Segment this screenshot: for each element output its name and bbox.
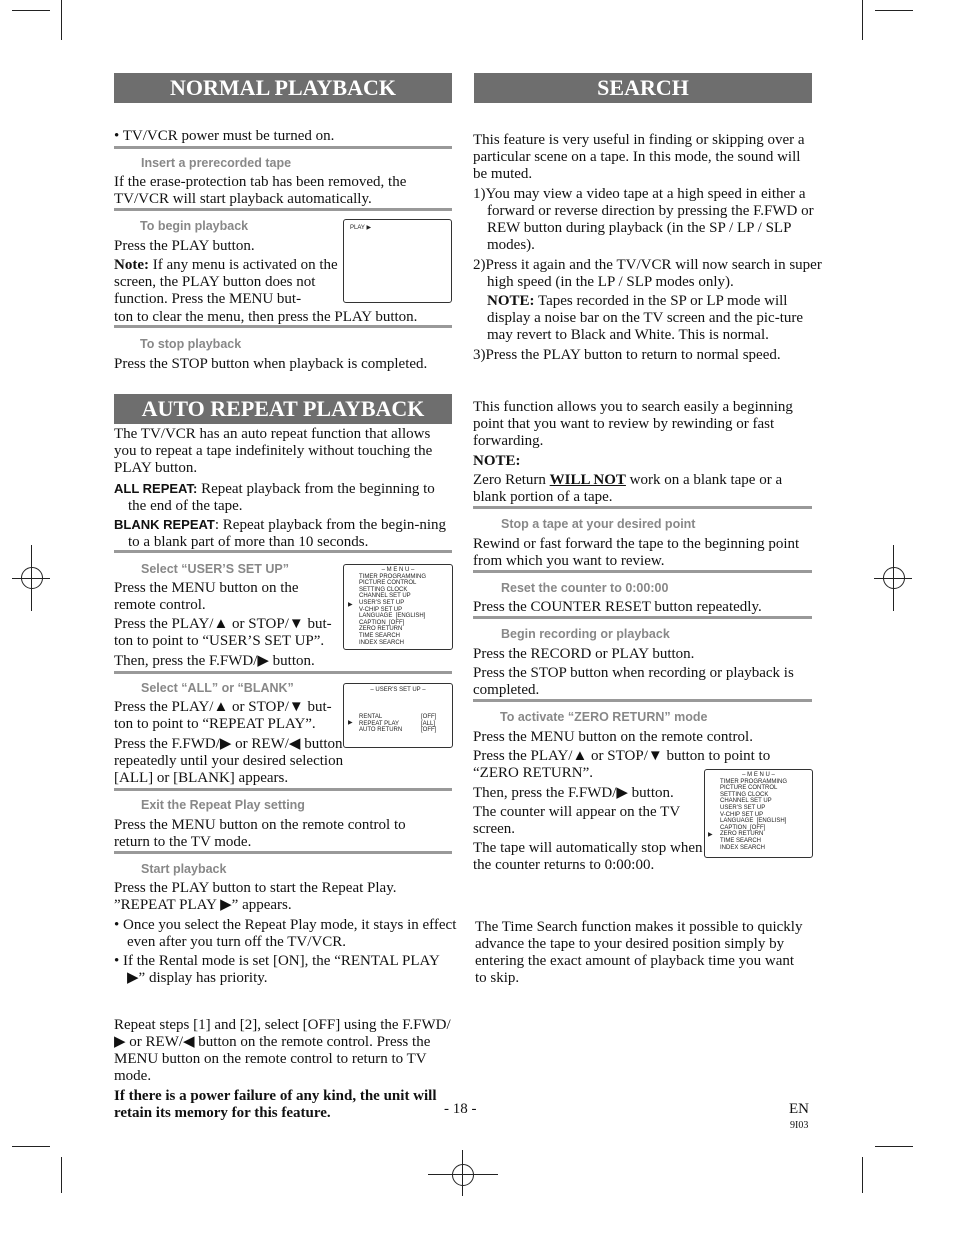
users-setup-values: [421, 714, 436, 734]
menu-title: – M E N U –: [742, 772, 775, 778]
users-setup-item: RENTAL: [359, 714, 383, 720]
menu-item: TIME SEARCH: [359, 632, 401, 639]
section-divider: [114, 550, 452, 553]
users-setup-value: [OFF]: [421, 727, 437, 734]
step-heading: Start playback: [141, 862, 227, 876]
menu-item: INDEX SEARCH: [359, 639, 405, 646]
crop-mark: [61, 1157, 62, 1193]
menu-item: SETTING CLOCK: [359, 586, 408, 593]
bullet-item: • Once you select the Repeat Play mode, it stays in effect even after you turn off the TV/VCR.: [114, 917, 457, 950]
normal-playback-title: NORMAL PLAYBACK: [114, 73, 452, 103]
section-divider: [473, 699, 812, 702]
crop-mark: [12, 10, 50, 11]
note-body: If any menu is activated on the screen, the PLAY button does not function. Press the MENU but-: [114, 257, 338, 307]
step-text: Press the MENU button on the remote control.: [114, 580, 299, 613]
step-heading: Insert a prerecorded tape: [141, 156, 292, 170]
step-heading: To activate “ZERO RETURN” mode: [500, 710, 708, 724]
menu-item: PICTURE CONTROL: [720, 785, 778, 792]
menu-list: [705, 779, 812, 852]
menu-cursor: ▶: [708, 832, 713, 838]
section-divider: [114, 325, 452, 328]
menu-item: V-CHIP SET UP: [359, 606, 403, 613]
search-title: SEARCH: [474, 73, 812, 103]
menu-screen: [343, 564, 453, 650]
search-note: NOTE: Tapes recorded in the SP or LP mode will display a noise bar on the TV screen and the pic-ture may revert to Black and White. This is normal.: [487, 293, 804, 343]
step-text: Press the PLAY/▲ or STOP/▼ but-ton to point to “REPEAT PLAY”.: [114, 699, 332, 732]
zero-note-text: Zero Return WILL NOT work on a blank tape or a blank portion of a tape.: [473, 472, 783, 505]
menu-item: TIMER PROGRAMMING: [720, 778, 787, 785]
zero-return-menu-screen: [704, 769, 813, 858]
menu-item: TIMER PROGRAMMING: [359, 573, 426, 580]
language-code: EN: [789, 1101, 809, 1117]
step-text: If the erase-protection tab has been removed, the TV/VCR will start playback automatically.: [114, 174, 407, 207]
registration-mark: [883, 567, 905, 589]
users-setup-list: [359, 714, 402, 734]
section-divider: [114, 851, 452, 854]
step-heading: Select “ALL” or “BLANK”: [141, 681, 294, 695]
menu-item: CAPTION [OFF]: [720, 824, 766, 831]
users-setup-value: [ALL]: [421, 720, 436, 727]
all-repeat-label: ALL REPEAT:: [114, 481, 198, 496]
auto-repeat-title: AUTO REPEAT PLAYBACK: [114, 394, 452, 424]
crop-mark: [862, 0, 863, 40]
step-heading: Reset the counter to 0:00:00: [501, 581, 669, 595]
registration-mark: [452, 1164, 474, 1186]
step-text: Press the PLAY button.: [114, 238, 255, 254]
blank-repeat-desc: BLANK REPEAT: Repeat playback from the begin-ning to a blank part of more than 10 seconds.: [114, 517, 447, 550]
page-number: - 18 -: [444, 1101, 477, 1117]
section-divider: [473, 616, 812, 619]
menu-item: SETTING CLOCK: [720, 791, 769, 798]
blank-repeat-label: BLANK REPEAT: [114, 517, 215, 532]
play-indicator: PLAY ▶: [350, 225, 372, 231]
step-heading: To begin playback: [140, 219, 249, 233]
section-divider: [473, 570, 812, 573]
step-heading: Select “USER’S SET UP”: [141, 562, 289, 576]
all-repeat-desc: ALL REPEAT: Repeat playback from the beginning to the end of the tape.: [114, 481, 435, 514]
registration-mark: [21, 567, 43, 589]
step-text: The counter will appear on the TV screen.: [473, 804, 680, 837]
crop-mark: [875, 10, 913, 11]
users-setup-cursor: ▶: [348, 720, 353, 726]
menu-item: INDEX SEARCH: [720, 844, 766, 851]
menu-item: CHANNEL SET UP: [720, 798, 772, 805]
power-note: • TV/VCR power must be turned on.: [114, 128, 335, 144]
step-text: Press the COUNTER RESET button repeatedly.: [473, 599, 762, 615]
step-heading: Exit the Repeat Play setting: [141, 798, 305, 812]
menu-item: PICTURE CONTROL: [359, 580, 417, 587]
step-text: Press the MENU button on the remote control.: [473, 729, 753, 745]
section-divider: [114, 671, 452, 674]
zero-return-intro: This function allows you to search easily a beginning point that you want to review by rewinding or fast forwarding.: [473, 399, 793, 449]
users-setup-title: – USER’S SET UP –: [370, 687, 426, 693]
menu-title: – M E N U –: [381, 567, 415, 573]
power-failure-note: If there is a power failure of any kind, the unit will retain its memory for this feature.: [114, 1088, 437, 1121]
step-text: Then, press the F.FWD/▶ button.: [473, 785, 674, 801]
search-step: 1)You may view a video tape at a high speed in either a forward or reverse direction by pressing the F.FWD or REW button during playback (in the SP / LP / SLP modes).: [473, 186, 814, 253]
step-text: Press the PLAY button to start the Repeat Play. ”REPEAT PLAY ▶” appears.: [114, 880, 397, 913]
menu-item: TIME SEARCH: [720, 837, 762, 844]
users-setup-screen: [343, 683, 453, 748]
step-text: Press the STOP button when playback is completed.: [114, 356, 428, 372]
menu-item: LANGUAGE [ENGLISH]: [359, 613, 426, 620]
bullet-item: • If the Rental mode is set [ON], the “RENTAL PLAY ▶” display has priority.: [114, 953, 440, 986]
cancel-text: Repeat steps [1] and [2], select [OFF] using the F.FWD/▶ or REW/◀ button on the remote control. Press the MENU button on the remote control to return to TV mode.: [114, 1017, 451, 1084]
play-screen: [343, 219, 452, 303]
step-heading: To stop playback: [140, 337, 242, 351]
step-text: The tape will automatically stop when the counter returns to 0:00:00.: [473, 840, 703, 873]
menu-item: ZERO RETURN: [359, 626, 403, 633]
menu-item: USER’S SET UP: [720, 804, 766, 811]
crop-mark: [862, 1157, 863, 1193]
menu-item: V-CHIP SET UP: [720, 811, 764, 818]
zero-note-label: NOTE:: [473, 453, 521, 469]
note-text-continued: ton to clear the menu, then press the PLAY button.: [114, 309, 418, 325]
step-text: Press the RECORD or PLAY button.: [473, 646, 695, 662]
step-text: Press the PLAY/▲ or STOP/▼ but-ton to point to “USER’S SET UP”.: [114, 616, 332, 649]
crop-mark: [12, 1146, 50, 1147]
step-text: Press the PLAY/▲ or STOP/▼ button to point to “ZERO RETURN”.: [473, 748, 771, 781]
section-divider: [114, 146, 452, 149]
note-text: [114, 257, 339, 308]
menu-cursor: ▶: [348, 602, 353, 608]
crop-mark: [875, 1146, 913, 1147]
section-divider: [114, 788, 452, 791]
search-step: 2)Press it again and the TV/VCR will now search in super high speed (in the LP / SLP modes only).: [473, 257, 822, 290]
step-text: Rewind or fast forward the tape to the beginning point from which you want to review.: [473, 536, 800, 569]
note-label: Note:: [114, 257, 149, 273]
menu-item: ZERO RETURN: [720, 831, 764, 838]
menu-item: USER’S SET UP: [359, 599, 405, 606]
search-step: 3)Press the PLAY button to return to normal speed.: [473, 347, 781, 363]
section-divider: [473, 506, 812, 509]
step-text: Press the F.FWD/▶ or REW/◀ button repeatedly until your desired selection [ALL] or [BLANK] appears.: [114, 736, 344, 786]
search-intro: This feature is very useful in finding or skipping over a particular scene on a tape. In this mode, the sound will be muted.: [473, 132, 805, 182]
menu-list: [344, 574, 452, 647]
step-text: Press the MENU button on the remote control to return to the TV mode.: [114, 817, 406, 850]
repeat-intro: The TV/VCR has an auto repeat function that allows you to repeat a tape indefinitely without touching the PLAY button.: [114, 426, 433, 476]
step-text: Press the STOP button when recording or playback is completed.: [473, 665, 794, 698]
menu-item: LANGUAGE [ENGLISH]: [720, 818, 787, 825]
menu-item: CAPTION [OFF]: [359, 619, 405, 626]
step-heading: Begin recording or playback: [501, 627, 670, 641]
time-search-intro: The Time Search function makes it possible to quickly advance the tape to your desired position simply by entering the exact amount of playback time you want to skip.: [475, 919, 803, 986]
crop-mark: [61, 0, 62, 40]
section-divider: [114, 208, 452, 211]
step-heading: Stop a tape at your desired point: [501, 517, 696, 531]
users-setup-item: REPEAT PLAY: [359, 720, 400, 727]
users-setup-item: AUTO RETURN: [359, 727, 403, 734]
users-setup-value: [OFF]: [421, 714, 437, 720]
step-text: Then, press the F.FWD/▶ button.: [114, 653, 315, 669]
document-code: 9I03: [790, 1120, 809, 1131]
menu-item: CHANNEL SET UP: [359, 593, 411, 600]
